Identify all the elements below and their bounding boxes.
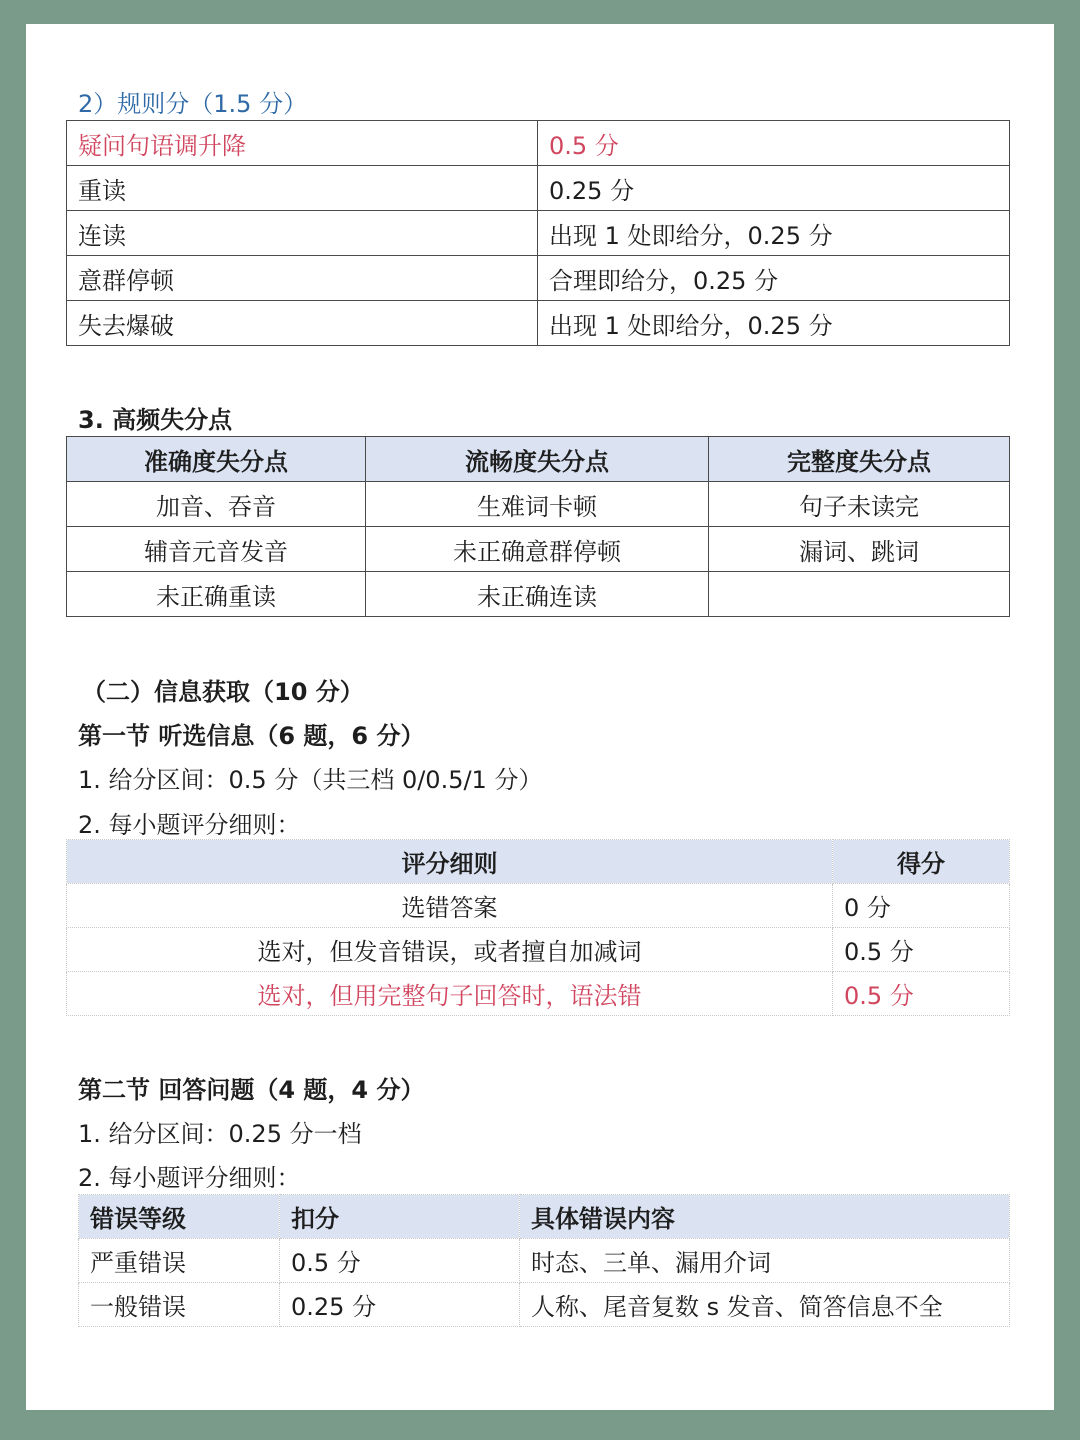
table-row	[67, 972, 1010, 1016]
table-cell: 人称、尾音复数 s 发音、简答信息不全	[520, 1283, 1010, 1327]
part1-score-range: 1. 给分区间：0.5 分（共三档 0/0.5/1 分）	[78, 766, 543, 794]
rule-score: 合理即给分，0.25 分	[538, 256, 1010, 301]
part1-title: 第一节 听选信息（6 题，6 分）	[78, 722, 425, 750]
table-cell: 漏词、跳词	[709, 527, 1010, 572]
column-header: 准确度失分点	[67, 437, 366, 482]
rule-item: 失去爆破	[67, 301, 538, 346]
part2-rule-table	[78, 1194, 1010, 1327]
document-page	[26, 24, 1054, 1410]
table-row	[79, 1283, 1010, 1327]
table-cell: 时态、三单、漏用介词	[520, 1239, 1010, 1283]
score-cell: 0.5 分	[833, 972, 1010, 1016]
table-cell: 0.25 分	[280, 1283, 520, 1327]
part1-rule-table	[66, 839, 1010, 1016]
score-cell: 0 分	[833, 884, 1010, 928]
rule-item: 意群停顿	[67, 256, 538, 301]
table-row	[67, 482, 1010, 527]
rule-score-title: 2）规则分（1.5 分）	[78, 90, 308, 118]
table-cell: 生难词卡顿	[366, 482, 709, 527]
rule-cell: 选对，但发音错误，或者擅自加减词	[67, 928, 833, 972]
rule-score: 出现 1 处即给分，0.25 分	[538, 211, 1010, 256]
table-row	[67, 527, 1010, 572]
column-header: 流畅度失分点	[366, 437, 709, 482]
table-cell: 一般错误	[79, 1283, 280, 1327]
lost-points-title: 3. 高频失分点	[78, 406, 233, 434]
table-header-row	[79, 1195, 1010, 1239]
table-cell: 句子未读完	[709, 482, 1010, 527]
info-section-title: （二）信息获取（10 分）	[82, 678, 364, 706]
rule-cell: 选对，但用完整句子回答时，语法错	[67, 972, 833, 1016]
table-row	[67, 121, 1010, 166]
column-header: 得分	[833, 840, 1010, 884]
column-header: 评分细则	[67, 840, 833, 884]
score-cell: 0.5 分	[833, 928, 1010, 972]
part2-title: 第二节 回答问题（4 题，4 分）	[78, 1076, 425, 1104]
rule-item: 连读	[67, 211, 538, 256]
part1-rule-label: 2. 每小题评分细则：	[78, 811, 301, 839]
rule-item: 疑问句语调升降	[67, 121, 538, 166]
table-cell: 加音、吞音	[67, 482, 366, 527]
column-header: 错误等级	[79, 1195, 280, 1239]
table-cell: 未正确意群停顿	[366, 527, 709, 572]
column-header: 具体错误内容	[520, 1195, 1010, 1239]
part2-score-range: 1. 给分区间：0.25 分一档	[78, 1120, 362, 1148]
table-cell: 未正确连读	[366, 572, 709, 617]
table-row	[67, 166, 1010, 211]
column-header: 完整度失分点	[709, 437, 1010, 482]
rule-score: 出现 1 处即给分，0.25 分	[538, 301, 1010, 346]
table-row	[67, 884, 1010, 928]
table-row	[79, 1239, 1010, 1283]
table-cell: 辅音元音发音	[67, 527, 366, 572]
table-row	[67, 572, 1010, 617]
rule-score-table	[66, 120, 1010, 346]
table-cell: 严重错误	[79, 1239, 280, 1283]
rule-item: 重读	[67, 166, 538, 211]
lost-points-table	[66, 436, 1010, 617]
table-row	[67, 301, 1010, 346]
part2-rule-label: 2. 每小题评分细则：	[78, 1164, 301, 1192]
column-header: 扣分	[280, 1195, 520, 1239]
table-header-row	[67, 437, 1010, 482]
table-cell	[709, 572, 1010, 617]
rule-score: 0.5 分	[538, 121, 1010, 166]
rule-score: 0.25 分	[538, 166, 1010, 211]
table-row	[67, 928, 1010, 972]
rule-cell: 选错答案	[67, 884, 833, 928]
table-header-row	[67, 840, 1010, 884]
table-row	[67, 256, 1010, 301]
table-row	[67, 211, 1010, 256]
table-cell: 0.5 分	[280, 1239, 520, 1283]
table-cell: 未正确重读	[67, 572, 366, 617]
